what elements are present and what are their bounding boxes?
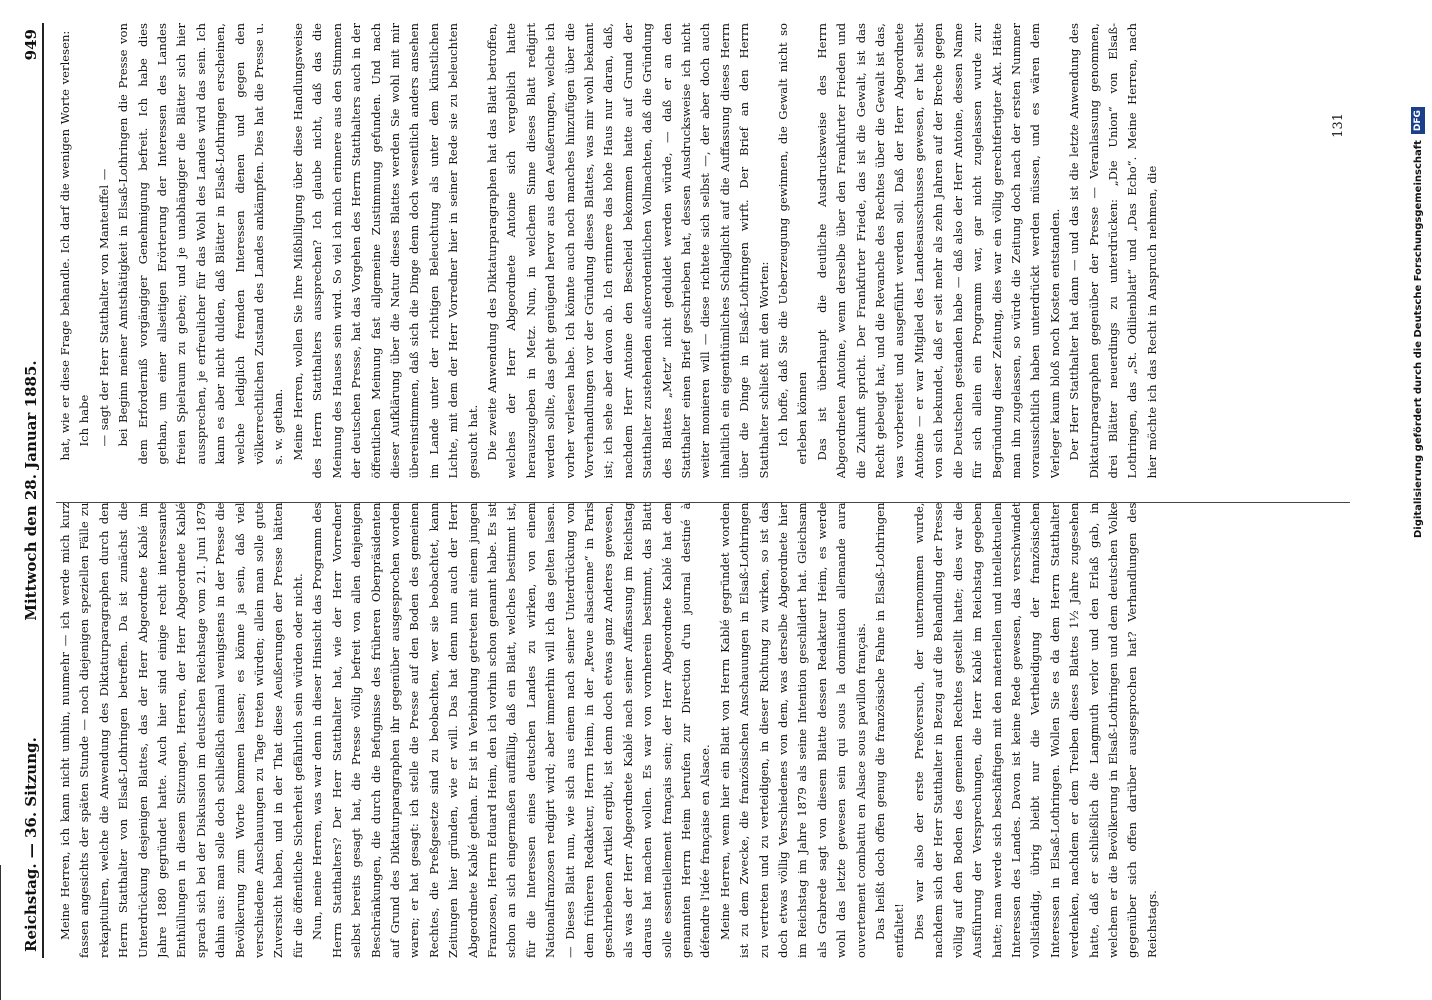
paragraph: Der Herr Statthalter hat dann — und das ist die letzte Anwendung des Diktaturparagraphen gegenüber der Presse — Veranlassung genommen, drei Blätter neuerdings zu unterdrücken: „Die Union“ von Elsaß-Lothringen, das „St. Odilienblatt“ und „Das Echo“. Meine Herren, nach hier möchte ich das Recht in Anspruch nehmen, die — [1067, 23, 1159, 479]
paragraph: hat, wie er diese Frage behandle. Ich darf die wenigen Worte verlesen: — [58, 30, 72, 461]
quote-line: — sagt der Herr Statthalter von Manteuffel — — [96, 168, 111, 447]
digitization-stamp — [1410, 18, 1426, 538]
paragraph: Meine Herren, wenn hier ein Blatt von Herrn Kablé gegründet worden ist zu dem Zwecke, die französischen Anschauungen in Elsaß-Lothringen zu vertreten und zu verteidigen, in dieser Richtung zu wirken, so ist das doch etwas völlig Verschiedenes von dem, was derselbe Abgeordnete hier im Reichstag im Jahre 1879 als seine Intention geschildert hat. Gleichsam als Grabrede sagt von diesem Blatte dessen Redakteur Heim, es werde wohl das letzte gewesen sein qui sous la domination allemande aura ouvertement combattu en Alsace sous pavillon français. — [717, 502, 868, 958]
header-date: Mittwoch den 28. Januar 1885. — [22, 360, 40, 621]
quote-line: Ich habe — [77, 394, 92, 447]
quote-paragraph: bei Beginn meiner Amtsthätigkeit in Elsaß-Lothringen die Presse von dem Erforderniß vorgängiger Genehmigung befreit. Ich habe dies gethan, um einer allseitigen Erörterung der Interessen des Landes freien Spielraum zu geben; und je unabhängiger die Blätter sich hier aussprechen, je erfreulicher für das Wohl des Landes wird das sein. Ich kann es aber nicht dulden, daß Blätter in Elsaß-Lothringen erscheinen, welche lediglich fremden Interessen dienen und gegen den völkerrechtlichen Zustand des Landes ankämpfen. Dies hat die Presse u. s. w. gethan. — [116, 23, 286, 465]
paragraph: Die zweite Anwendung des Diktaturparagraphen hat das Blatt betroffen, welches der Herr Abgeordnete Antoine sich vergeblich hatte herauszugeben in Metz. Nun, in welchem Sinne dieses Blatt redigirt werden sollte, das geht genügend hervor aus den Aeußerungen, welche ich vorher verlesen habe. Ich könnte auch noch manches hinzufügen über die Vorverhandlungen vor der Gründung dieses Blattes, was mir wohl bekannt ist; ich sehe aber davon ab. Ich erinnere das hohe Haus nur daran, daß, nachdem Herr Antoine den Bescheid bekommen hatte auf Grund der Statthalter zustehenden außerordentlichen Vollmachten, daß die Gründung des Blattes „Metz“ nicht geduldet werden würde, — daß er an den Statthalter einen Brief geschrieben hat, dessen Ausdrucksweise ich nicht weiter monieren will — diese richtete sich selbst —, der aber doch auch inhaltlich ein eigenthümliches Schlaglicht auf die Auffassung dieses Herrn über die Dinge in Elsaß-Lothringen wirft. Der Brief an den Herrn Statthalter schließt mit den Worten: — [484, 23, 771, 479]
paragraph: Nun, meine Herren, was war denn in dieser Hinsicht das Programm des Herrn Statthalters? Der Herr Statthalter hat, wie der Herr Vorredner selbst bereits gesagt hat, die Presse völlig befreit von allen denjenigen Beschränkungen, die durch die Befugnisse des früheren Oberpräsidenten auf Grund des Diktaturparagraphen ihr gegenüber ausgesprochen worden waren; er hat gesagt: ich stelle die Presse auf den Boden des gemeinen Rechtes, die Preßgesetze sind zu beobachten, wer sie beobachtet, kann Zeitungen hier gründen, wie er will. Das hat denn nun auch der Herr Abgeordnete Kablé gethan. Er ist in Verbindung getreten mit einem jungen Franzosen, Herrn Eduard Heim, den ich vorhin schon genannt habe. Es ist schon an sich eingermaßen auffällig, daß ein Blatt, welches bestimmt ist, für die Interessen eines deutschen Landes zu wirken, von einem Nationalfranzosen redigirt wird; aber immerhin will ich das gelten lassen. — Dieses Blatt nun, wie sich aus einem nach seiner Unterdrückung von dem früheren Redakteur, Herrn Heim, in der „Revue alsacienne“ in Paris geschriebenen Artikel ergibt, ist denn doch etwas ganz Anderes gewesen, als was der Herr Abgeordnete Kablé nach seiner Auffassung im Reichstag daraus hat machen wollen. Es war von vornherein bestimmt, das Blatt solle essentiellement français sein; der Herr Abgeordnete Kablé hat den genannten Herrn Heim berufen zur Direction d'un journal destiné à défendre l'idée française en Alsace. — [310, 502, 713, 958]
rule — [0, 865, 1, 1000]
newspaper-page — [20, 23, 1350, 958]
page-number: 949 — [22, 29, 40, 61]
paragraph: Meine Herren, wollen Sie Ihre Mißbilligung über diese Handlungsweise des Herrn Statthalters aussprechen? Ich glaube nicht, daß das die Meinung des Hauses sein wird. So viel ich mich erinnere aus den Stimmen der deutschen Presse, hat das Vorgehen des Herrn Statthalters auch in der öffentlichen Meinung fast allgemeine Zustimmung gefunden. Und nach dieser Aufklärung über die Natur dieses Blattes werden Sie wohl mit mir übereinstimmen, daß sich die Dinge denn doch wesentlich anders ansehen im Lande unter der richtigen Beleuchtung als unter dem künstlichen Lichte, mit dem der Herr Vorredner hier in seiner Rede sie zu beleuchten gesucht hat. — [290, 23, 480, 479]
paragraph: Dies war also der erste Preßversuch, der unternommen wurde, nachdem sich der Herr Statthalter in Bezug auf die Behandlung der Presse völlig auf den Boden des gemeinen Rechtes gestellt hatte; dies war die Ausführung der Versprechungen, die Herr Kablé im Reichstag gegeben hatte; man werde sich beschäftigen mit den materiellen und intellektuellen Interessen des Landes. Davon ist keine Rede gewesen, das verschwindet vollständig, übrig bleibt nur die Vertheidigung der französischen Interessen in Elsaß-Lothringen. Wollen Sie es da dem Herrn Statthalter verdenken, nachdem er dem Treiben dieses Blattes 1½ Jahre zugesehen hatte, daß er schließlich die Langmuth verlor und den Erlaß gab, in welchem er die Bevölkerung in Elsaß-Lothringen und dem deutschen Volke gegenüber sich offen darüber ausgesprochen hat? Verhandlungen des Reichstags. — [911, 502, 1159, 958]
column-divider — [56, 502, 1350, 503]
stamp-text: Digitalisierung gefördert durch die Deutsche Forschungsgemeinschaft — [1412, 140, 1424, 538]
header-left: Reichstag. — 36. Sitzung. — [22, 737, 40, 952]
paragraph: Das heißt doch offen genug die französische Fahne in Elsaß-Lothringen entfaltet! — [873, 502, 907, 958]
column-left — [56, 503, 1350, 959]
sheet-number: 131 — [1331, 113, 1346, 138]
paragraph: Meine Herren, ich kann nicht umhin, nunmehr — ich werde mich kurz fassen angesichts der späten Stunde — noch diejenigen speziellen Fälle zu rekapituliren, welche die Anwendung des Diktaturparagraphen durch den Herrn Statthalter von Elsaß-Lothringen betreffen. Da ist zunächst die Unterdrückung desjenigen Blattes, das der Herr Abgeordnete Kablé im Jahre 1880 gegründet hatte. Auch hier sind einige recht interessante Enthüllungen in diesem Sitzungen, Herren, der Herr Abgeordnete Kablé sprach sich bei der Diskussion im deutschen Reichstage vom 21. Juni 1879 dahin aus: man solle doch schließlich einmal wenigstens in der Presse die Bevölkerung zum Worte kommen lassen; es könne ja sein, daß viel verschiedene Anschauungen zu Tage treten würden; allein man solle gute Zuversicht haben, und in der That diese Aeußerungen der Presse hätten für die öffentliche Sicherheit gefährlich sein würden oder nicht. — [58, 502, 305, 958]
running-header — [20, 23, 44, 958]
quote-line: Ich hoffe, daß Sie die Ueberzeugung gewinnen, die Gewalt nicht so erleben können — [776, 23, 810, 465]
dfg-logo: DFG — [1411, 107, 1425, 134]
column-right — [56, 23, 1350, 479]
paragraph: Das ist überhaupt die deutliche Ausdrucksweise des Herrn Abgeordneten Antoine, wenn derselbe über den Frankfurter Frieden und die Zukunft spricht. Der Frankfurter Friede, das ist die Gewalt, ist das Recht gebeugt hat, und die Revanche des Rechtes über die Gewalt ist das, was vorbereitet und ausgeführt werden soll. Daß der Herr Abgeordnete Antoine — er war Mitglied des Landesausschusses gewesen, er hat selbst von sich bekundet, daß er seit mehr als zehn Jahren auf der Breche gegen die Deutschen gestanden habe — daß also der Herr Antoine, dessen Name für sich allein ein Programm war, gar nicht zugelassen wurde zur Begründung dieser Zeitung, dies war ein völlig gerechtfertigter Akt. Hätte man ihn zugelassen, so würde die Zeitung doch nach der ersten Nummer voraussichtlich haben unterdrückt werden müssen, und es wären dem Verleger kaum bloß noch Kosten entstanden. — [814, 23, 1062, 479]
text-columns — [56, 23, 1350, 958]
